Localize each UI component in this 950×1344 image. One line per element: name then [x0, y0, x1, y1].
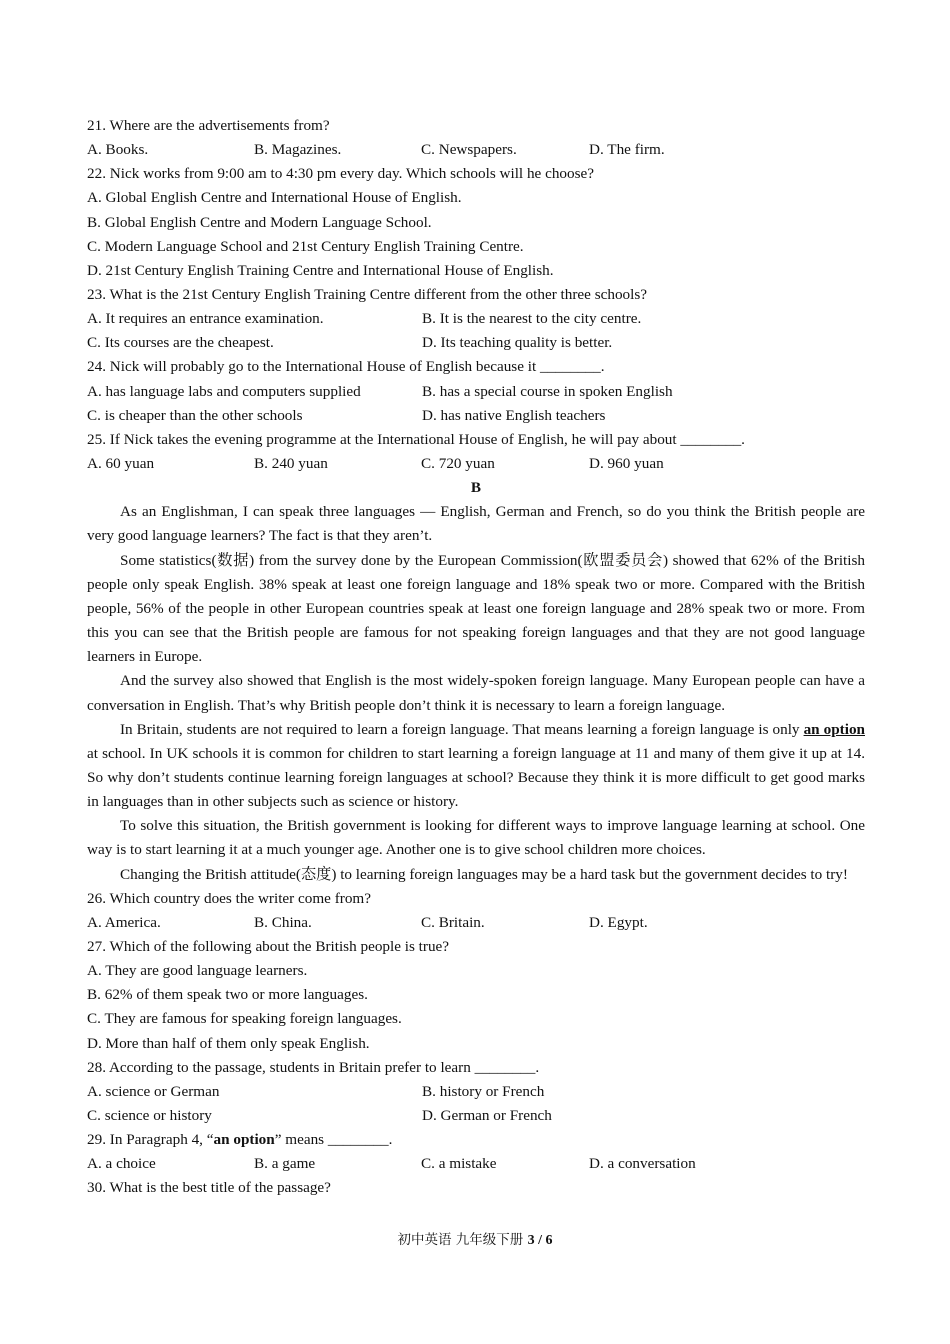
- page-separator: /: [534, 1233, 546, 1248]
- option: D. The firm.: [589, 141, 665, 159]
- question-29: [87, 1128, 865, 1152]
- option: D. 960 yuan: [589, 454, 664, 472]
- question-24: 24. Nick will probably go to the International House of English because it ________.: [87, 358, 605, 376]
- paragraph-text: In Britain, students are not required to learn a foreign language. That means learning a foreign language is only: [120, 720, 804, 738]
- question-26: 26. Which country does the writer come from?: [87, 889, 371, 907]
- option: D. German or French: [422, 1107, 552, 1125]
- option: C. Its courses are the cheapest.: [87, 334, 274, 352]
- passage-paragraph-6: Changing the British attitude(态度) to learning foreign languages may be a hard task but the government decides to try!: [120, 865, 848, 883]
- question-28: 28. According to the passage, students in Britain prefer to learn ________.: [87, 1058, 540, 1076]
- option: C. Newspapers.: [421, 141, 517, 159]
- question-27: 27. Which of the following about the British people is true?: [87, 938, 450, 956]
- question-28-options-row: [87, 1104, 865, 1128]
- question-24-options-row: [87, 404, 865, 428]
- option: C. is cheaper than the other schools: [87, 406, 303, 424]
- option: D. Its teaching quality is better.: [422, 334, 613, 352]
- option: C. Modern Language School and 21st Century English Training Centre.: [87, 237, 524, 255]
- option: A. 60 yuan: [87, 454, 155, 472]
- question-24-options-row: [87, 380, 865, 404]
- option: D. has native English teachers: [422, 406, 606, 424]
- question-25-options: [87, 452, 865, 476]
- option: A. It requires an entrance examination.: [87, 310, 324, 328]
- option: D. Egypt.: [589, 913, 648, 931]
- question-text: 29. In Paragraph 4, “: [87, 1131, 214, 1149]
- option: C. Britain.: [421, 913, 485, 931]
- page-footer: [0, 1228, 950, 1249]
- paragraph-text: at school. In UK schools it is common for children to start learning a foreign language at 11 and many of them give it up at 14. So why don’t students continue learning foreign languages at school? Because they think it is more difficult to get good marks in languages than in other subjects such as science or history.: [87, 744, 865, 811]
- question-28-options-row: [87, 1080, 865, 1104]
- option: D. 21st Century English Training Centre and International House of English.: [87, 261, 554, 279]
- passage-paragraph-2: Some statistics(数据) from the survey done by the European Commission(欧盟委员会) showed that 62% of the British people only speak English. 38% speak at least one foreign language and 18% speak two or more. Compared with the British people, 56% of the people in other European countries speak at least one foreign language and 28% speak two or more. From this you can see that the British people are famous for not speaking foreign languages and that they are not good language learners in Europe.: [87, 551, 865, 666]
- question-23-options-row: [87, 307, 865, 331]
- option: C. 720 yuan: [421, 454, 495, 472]
- option: B. China.: [254, 913, 312, 931]
- option: B. 62% of them speak two or more languages.: [87, 986, 368, 1004]
- passage-paragraph-3: And the survey also showed that English is the most widely-spoken foreign language. Many European people can have a conversation in English. That’s why British people don’t think it is necessary to learn a foreign language.: [87, 672, 865, 714]
- page-total: 6: [545, 1233, 553, 1248]
- option: A. science or German: [87, 1082, 220, 1100]
- option: D. a conversation: [589, 1155, 696, 1173]
- section-heading: B: [470, 479, 482, 497]
- option: A. Books.: [87, 141, 149, 159]
- question-23: 23. What is the 21st Century English Training Centre different from the other three schools?: [87, 285, 648, 303]
- option: B. Global English Centre and Modern Language School.: [87, 213, 432, 231]
- option: C. science or history: [87, 1107, 212, 1125]
- passage-paragraph-4: [87, 718, 865, 815]
- option: A. They are good language learners.: [87, 962, 308, 980]
- question-22: 22. Nick works from 9:00 am to 4:30 pm every day. Which schools will he choose?: [87, 165, 594, 183]
- option: B. Magazines.: [254, 141, 342, 159]
- option: B. 240 yuan: [254, 454, 328, 472]
- option: C. a mistake: [421, 1155, 497, 1173]
- question-text: ” means ________.: [274, 1131, 393, 1149]
- question-30: 30. What is the best title of the passage?: [87, 1179, 331, 1197]
- option: C. They are famous for speaking foreign languages.: [87, 1010, 402, 1028]
- option: B. history or French: [422, 1082, 545, 1100]
- option: D. More than half of them only speak English.: [87, 1034, 370, 1052]
- question-25: 25. If Nick takes the evening programme at the International House of English, he will pay about ________.: [87, 430, 745, 448]
- bold-phrase: an option: [213, 1131, 275, 1149]
- question-26-options: [87, 911, 865, 935]
- passage-paragraph-1: As an Englishman, I can speak three languages — English, German and French, so do you think the British people are very good language learners? The fact is that they aren’t.: [87, 503, 865, 545]
- question-23-options-row: [87, 331, 865, 355]
- underlined-phrase: an option: [803, 720, 865, 738]
- option: B. a game: [254, 1155, 316, 1173]
- option: A. Global English Centre and International House of English.: [87, 189, 462, 207]
- option: A. a choice: [87, 1155, 156, 1173]
- footer-label: 初中英语 九年级下册: [397, 1232, 528, 1248]
- option: B. has a special course in spoken English: [422, 382, 673, 400]
- exam-page: [87, 114, 865, 1201]
- page-number: 3: [527, 1233, 535, 1248]
- option: A. America.: [87, 913, 161, 931]
- option: B. It is the nearest to the city centre.: [422, 310, 642, 328]
- option: A. has language labs and computers supplied: [87, 382, 361, 400]
- passage-paragraph-5: To solve this situation, the British government is looking for different ways to improve language learning at school. One way is to start learning it at a much younger age. Another one is to give school children more choices.: [87, 817, 865, 859]
- question-21: 21. Where are the advertisements from?: [87, 117, 330, 134]
- question-21-options: [87, 138, 865, 162]
- question-29-options: [87, 1152, 865, 1176]
